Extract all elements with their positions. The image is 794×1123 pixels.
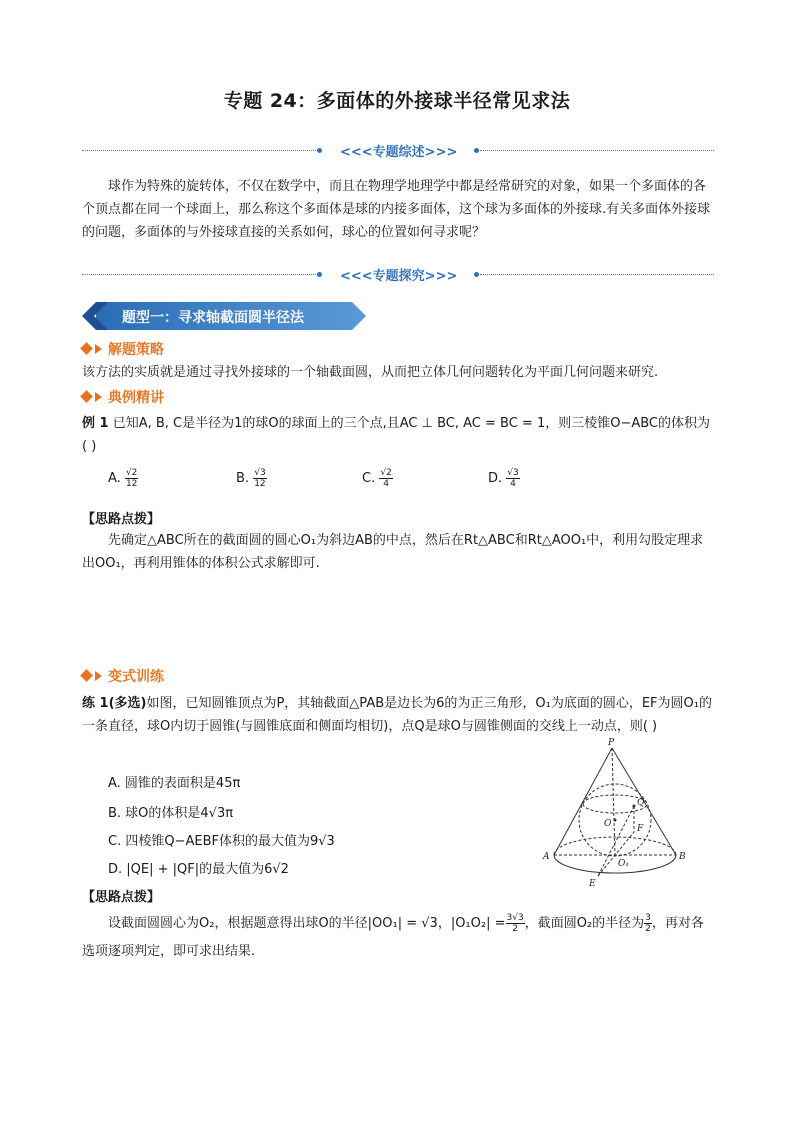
example1-option-b <box>236 468 267 489</box>
example1-option-a <box>108 468 138 489</box>
option-letter: A. <box>108 471 121 486</box>
divider-dot-right <box>474 148 479 153</box>
label-o: O <box>604 819 612 829</box>
example1-text: 已知A, B, C是半径为1的球O的球面上的三个点,且AC ⊥ BC, AC = BC = 1，则三棱锥O−ABC的体积为( ) <box>82 416 711 454</box>
hint-post: ，再对各选项逐项判定，即可求出结果. <box>82 916 704 959</box>
label-f: F <box>637 824 644 834</box>
label-q: Q <box>637 798 645 808</box>
practice1-hint-text <box>82 910 714 966</box>
practice1-option-c: C. 四棱锥Q−AEBF体积的最大值为9√3 <box>108 834 335 849</box>
frac-den: 2 <box>512 924 518 934</box>
diameter-ef <box>598 832 634 876</box>
example1-hint-text: 先确定△ABC所在的截面圆的圆心O₁为斜边AB的中点，然后在Rt△ABC和Rt△AOO₁中，利用勾股定理求出OO₁，再利用锥体的体积公式求解即可. <box>82 533 704 571</box>
practice1-label: 练 1(多选) <box>82 696 147 711</box>
hint-fraction-1 <box>506 913 525 934</box>
example1-option-d <box>488 468 520 489</box>
frac-num: √2 <box>380 468 392 478</box>
label-p: P <box>608 738 615 748</box>
frac-den: 2 <box>645 924 651 934</box>
section-overview-label: <<<专题综述>>> <box>340 145 458 160</box>
practice1-option-d: D. |QE| + |QF|的最大值为6√2 <box>108 862 289 877</box>
cone-edge-left <box>554 748 612 855</box>
label-e: E <box>589 879 596 888</box>
variation-heading <box>82 666 164 686</box>
arrow-icon <box>95 671 102 681</box>
divider-left-2 <box>82 274 320 275</box>
hint-mid: ，截面圆O₂的半径为 <box>524 916 645 931</box>
practice1-text: 如图，已知圆锥顶点为P，其轴截面△PAB是边长为6的为正三角形，O₁为底面的圆心，EF为圆O₁的一条直径，球O内切于圆锥(与圆锥底面和侧面均相切)，点Q是球O与圆锥侧面的交线上一动点，则( ) <box>82 696 712 734</box>
arrow-icon <box>95 392 102 402</box>
frac-den: 4 <box>383 479 389 489</box>
topic-banner <box>82 302 366 330</box>
center-o-dot <box>614 819 617 822</box>
option-letter: C. <box>362 471 376 486</box>
example1-label: 例 1 <box>82 416 109 431</box>
divider-dot-left <box>317 148 322 153</box>
frac-num: √2 <box>125 468 138 478</box>
frac-den: 12 <box>125 479 138 489</box>
frac-num: 3√3 <box>506 913 524 923</box>
example1-question <box>82 412 712 458</box>
arrow-icon <box>95 344 102 354</box>
practice1-hint-label: 【思路点拨】 <box>82 890 161 905</box>
example-heading-text: 典例精讲 <box>108 390 164 406</box>
divider-right-2 <box>480 274 714 275</box>
divider-dot-left-2 <box>317 272 322 277</box>
option-fraction <box>379 468 392 489</box>
option-letter: D. <box>488 471 503 486</box>
option-fraction <box>506 468 519 489</box>
frac-den: 12 <box>254 479 266 489</box>
frac-den: 4 <box>510 479 516 489</box>
diamond-icon <box>80 390 93 403</box>
axis-po1 <box>612 748 615 855</box>
overview-paragraph: 球作为特殊的旋转体，不仅在数学中，而且在物理学地理学中都是经常研究的对象，如果一个多面体的各个顶点都在同一个球面上，那么称这个多面体是球的内接多面体，这个球为多面体的外接球.有关多面体外接球的问题，多面体的与外接球直接的关系如何，球心的位置如何寻求呢？ <box>82 179 711 240</box>
variation-heading-text: 变式训练 <box>108 669 164 685</box>
frac-num: √3 <box>254 468 266 478</box>
strategy-paragraph: 该方法的实质就是通过寻找外接球的一个轴截面圆，从而把立体几何问题转化为平面几何问题来研究. <box>82 365 659 380</box>
point-q-dot <box>633 805 636 808</box>
label-b: B <box>679 852 686 862</box>
hint-fraction-2 <box>644 913 652 934</box>
frac-num: √3 <box>507 468 519 478</box>
diamond-icon <box>80 342 93 355</box>
cone-figure <box>538 738 698 888</box>
hint-pre: 设截面圆圆心为O₂，根据题意得出球O的半径|OO₁| = √3，|O₁O₂| = <box>108 916 506 931</box>
divider-right <box>480 150 714 151</box>
example-heading <box>82 387 164 407</box>
example1-hint-label: 【思路点拨】 <box>82 512 161 527</box>
option-letter: B. <box>236 471 250 486</box>
example1-option-c <box>362 468 393 489</box>
base-front <box>554 855 676 873</box>
divider-dot-right-2 <box>474 272 479 277</box>
practice1-option-a: A. 圆锥的表面积是45π <box>108 776 241 791</box>
page-title: 专题 24：多面体的外接球半径常见求法 <box>223 90 571 112</box>
label-a: A <box>543 852 550 862</box>
divider-left <box>82 150 320 151</box>
section-explore-label: <<<专题探究>>> <box>340 269 458 284</box>
practice1-question <box>82 692 712 738</box>
option-fraction <box>253 468 266 489</box>
strategy-heading <box>82 339 164 359</box>
label-o1: O₁ <box>618 859 629 869</box>
practice1-option-b: B. 球O的体积是4√3π <box>108 806 234 821</box>
strategy-heading-text: 解题策略 <box>108 342 164 358</box>
frac-num: 3 <box>645 913 651 923</box>
option-fraction <box>125 468 138 489</box>
banner-title: 题型一：寻求轴截面圆半径法 <box>122 310 304 326</box>
diamond-icon <box>80 669 93 682</box>
